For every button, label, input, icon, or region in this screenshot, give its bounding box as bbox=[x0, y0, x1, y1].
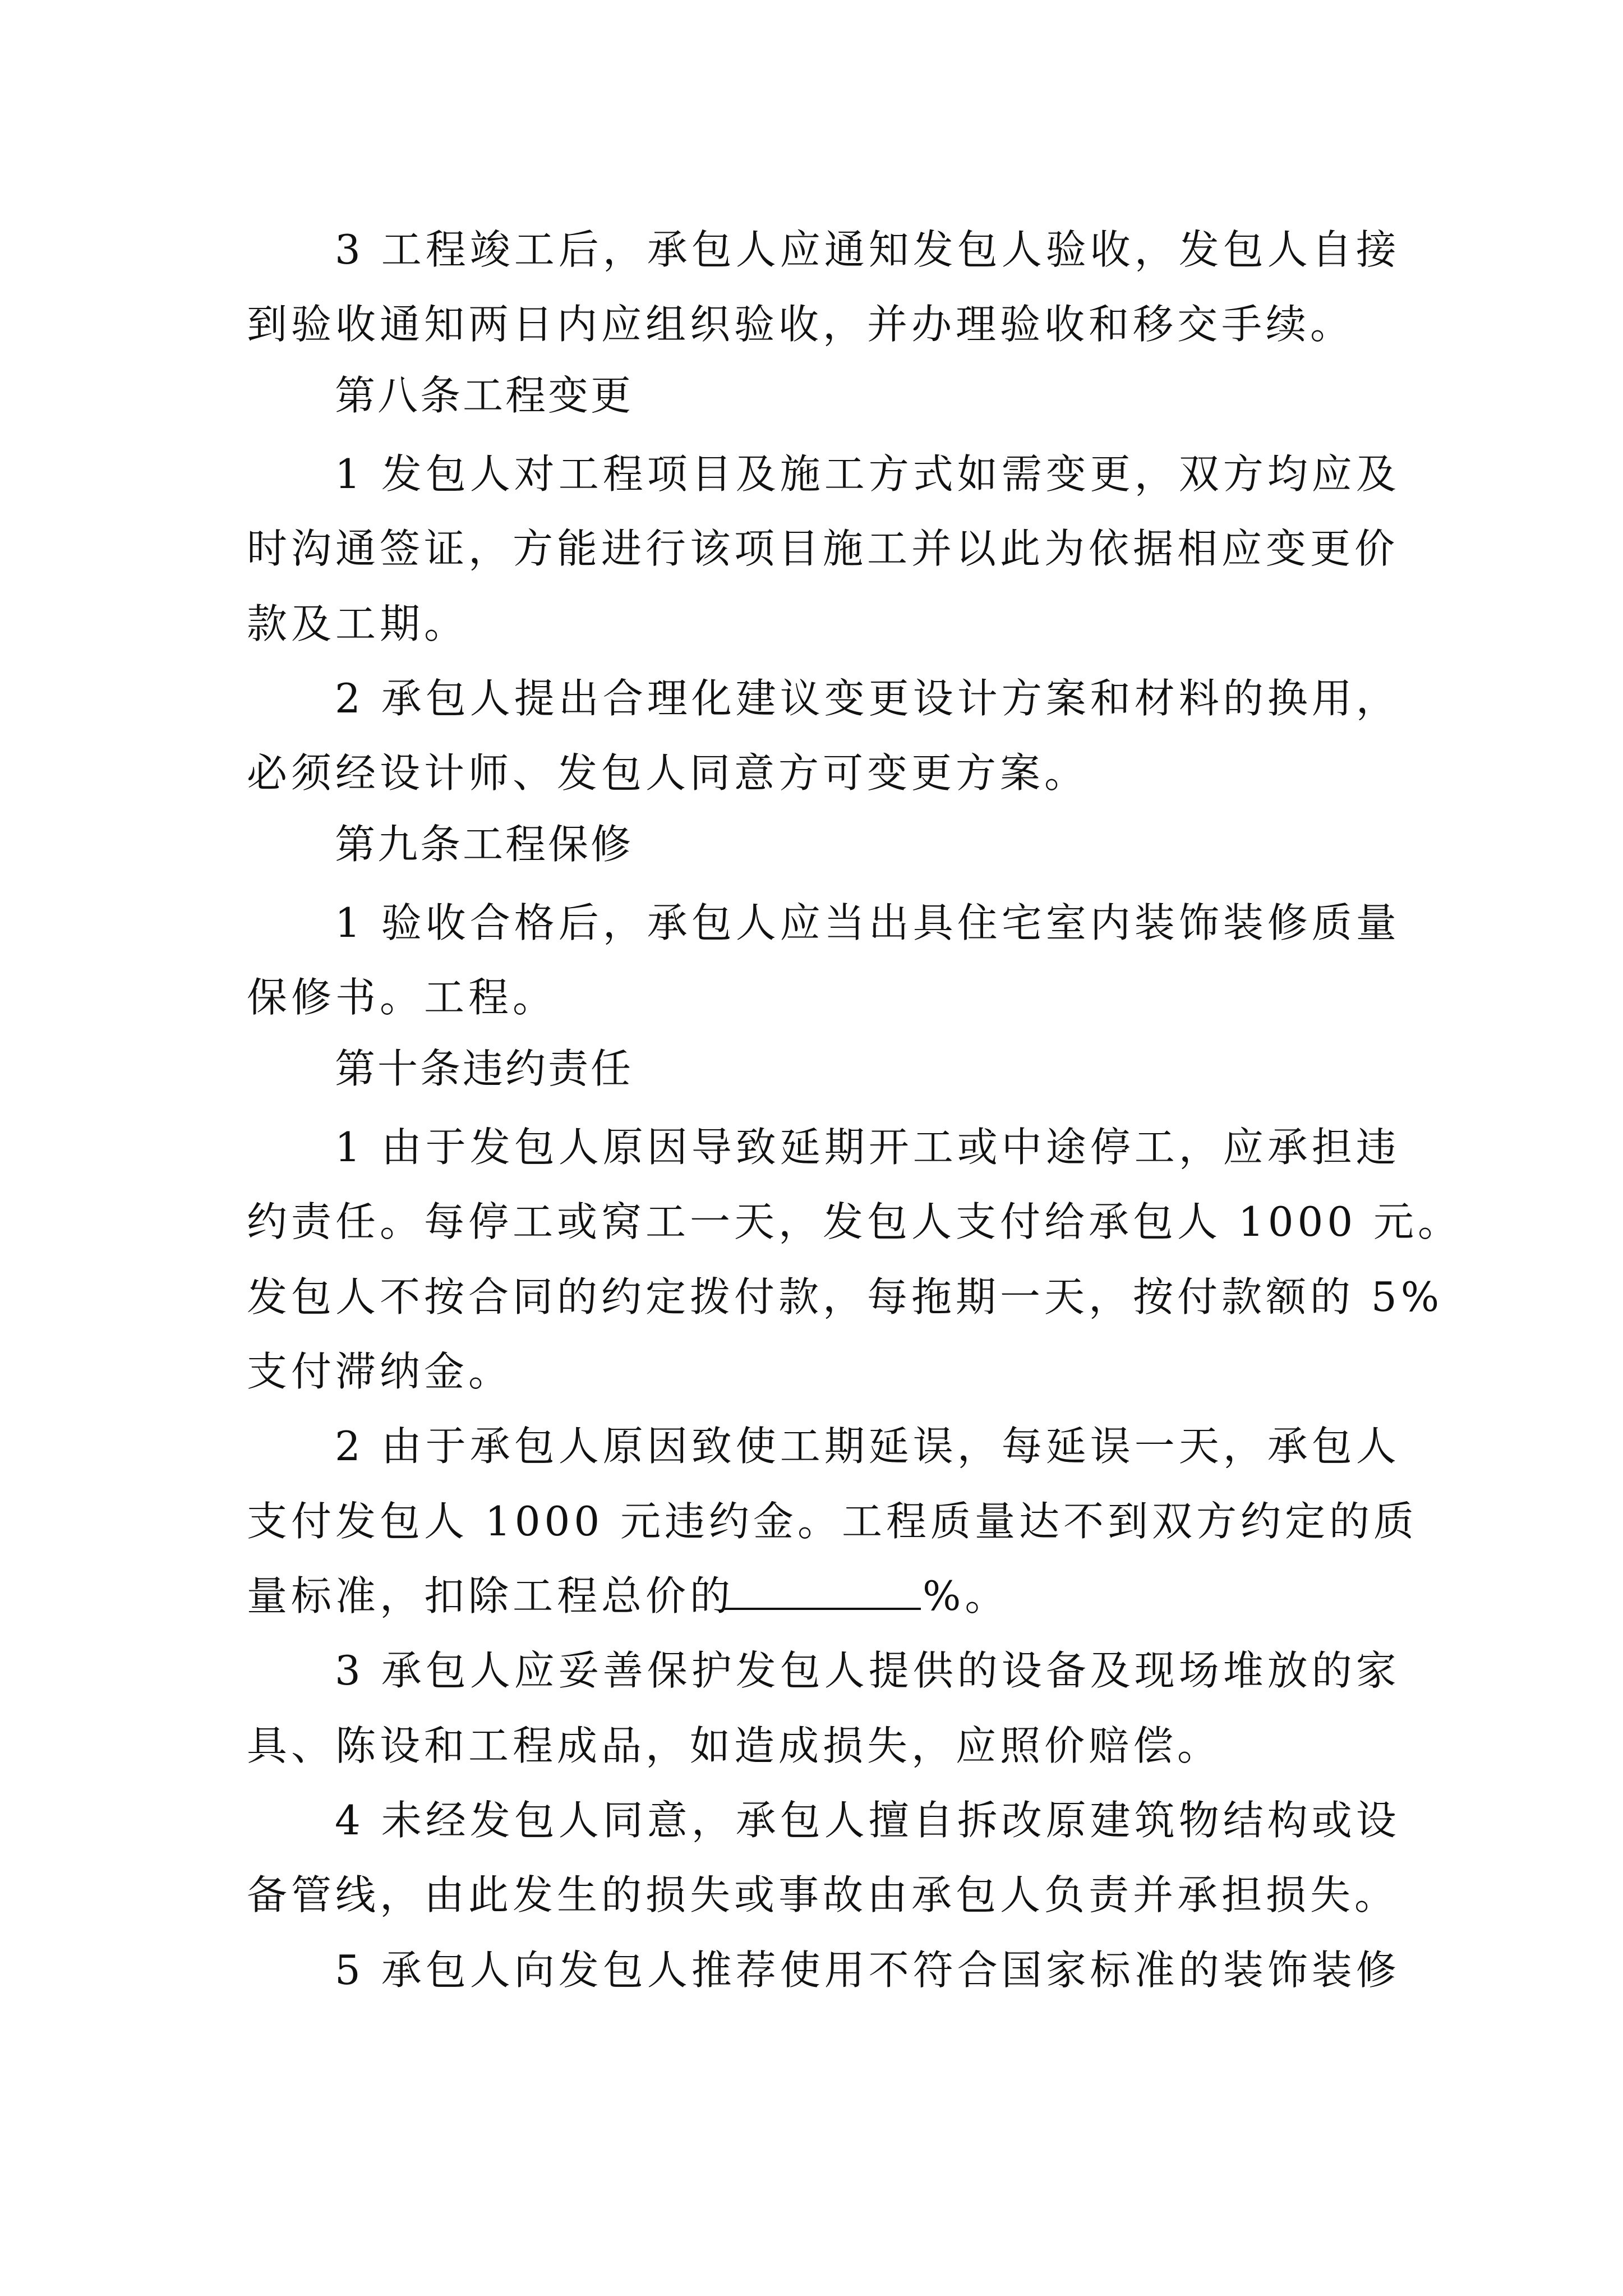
text-line bbox=[0, 1787, 1623, 1854]
line-text: 3 工程竣工后，承包人应通知发包人验收，发包人自接 bbox=[335, 226, 1400, 273]
line-text: 5 承包人向发包人推荐使用不符合国家标准的装饰装修 bbox=[335, 1947, 1400, 1994]
heading-text: 第十条违约责任 bbox=[335, 1045, 634, 1092]
line-text: 1 发包人对工程项目及施工方式如需变更，双方均应及 bbox=[335, 450, 1400, 498]
line-text: 支付滞纳金。 bbox=[247, 1348, 513, 1395]
text-line bbox=[0, 665, 1623, 732]
line-text: 3 承包人应妥善保护发包人提供的设备及现场堆放的家 bbox=[335, 1647, 1400, 1694]
text-line bbox=[0, 1188, 1623, 1255]
line-text: 1 验收合格后，承包人应当出具住宅室内装饰装修质量 bbox=[335, 899, 1400, 946]
text-line bbox=[0, 964, 1623, 1031]
line-text: 保修书。工程。 bbox=[247, 974, 557, 1021]
line-text: 必须经设计师、发包人同意方可变更方案。 bbox=[247, 749, 1089, 797]
text-line bbox=[0, 291, 1623, 358]
line-text: 备管线，由此发生的损失或事故由承包人负责并承担损失。 bbox=[247, 1871, 1399, 1918]
text-line bbox=[0, 590, 1623, 657]
text-line bbox=[0, 1861, 1623, 1929]
line-text: 支付发包人 1000 元违约金。工程质量达不到双方约定的质 bbox=[247, 1498, 1418, 1545]
line-text: 约责任。每停工或窝工一天，发包人支付给承包人 1000 元。 bbox=[247, 1198, 1463, 1245]
text-line bbox=[0, 739, 1623, 807]
text-line bbox=[0, 1562, 1623, 1630]
section-heading bbox=[0, 362, 1623, 429]
text-line bbox=[0, 1338, 1623, 1405]
text-line bbox=[0, 1412, 1623, 1480]
line-text: 2 由于承包人原因致使工期延误，每延误一天，承包人 bbox=[335, 1423, 1400, 1470]
line-text: 款及工期。 bbox=[247, 600, 469, 647]
line-text: 1 由于发包人原因导致延期开工或中途停工，应承担违 bbox=[335, 1124, 1400, 1171]
line-text: 2 承包人提出合理化建议变更设计方案和材料的换用， bbox=[335, 675, 1400, 722]
line-text: 发包人不按合同的约定拨付款，每拖期一天，按付款额的 5% bbox=[247, 1273, 1444, 1320]
text-line bbox=[0, 1488, 1623, 1555]
line-text: 到验收通知两日内应组织验收，并办理验收和移交手续。 bbox=[247, 301, 1355, 348]
section-heading bbox=[0, 1035, 1623, 1102]
line-text-before-blank: 量标准，扣除工程总价的 bbox=[247, 1572, 735, 1619]
heading-text: 第九条工程保修 bbox=[335, 821, 634, 868]
text-line bbox=[0, 440, 1623, 508]
line-text: 时沟通签证，方能进行该项目施工并以此为依据相应变更价 bbox=[247, 525, 1399, 572]
text-line bbox=[0, 1263, 1623, 1331]
text-line bbox=[0, 216, 1623, 283]
text-line bbox=[0, 515, 1623, 582]
line-text: 具、陈设和工程成品，如造成损失，应照价赔偿。 bbox=[247, 1722, 1222, 1769]
text-line bbox=[0, 1637, 1623, 1704]
line-text: 4 未经发包人同意，承包人擅自拆改原建筑物结构或设 bbox=[335, 1797, 1400, 1844]
line-text-after-blank: %。 bbox=[923, 1572, 1009, 1619]
text-line bbox=[0, 1712, 1623, 1779]
text-line bbox=[0, 1936, 1623, 2004]
section-heading bbox=[0, 811, 1623, 878]
heading-text: 第八条工程变更 bbox=[335, 372, 634, 419]
text-line bbox=[0, 889, 1623, 956]
fill-in-blank bbox=[725, 1562, 921, 1630]
text-line bbox=[0, 1114, 1623, 1181]
